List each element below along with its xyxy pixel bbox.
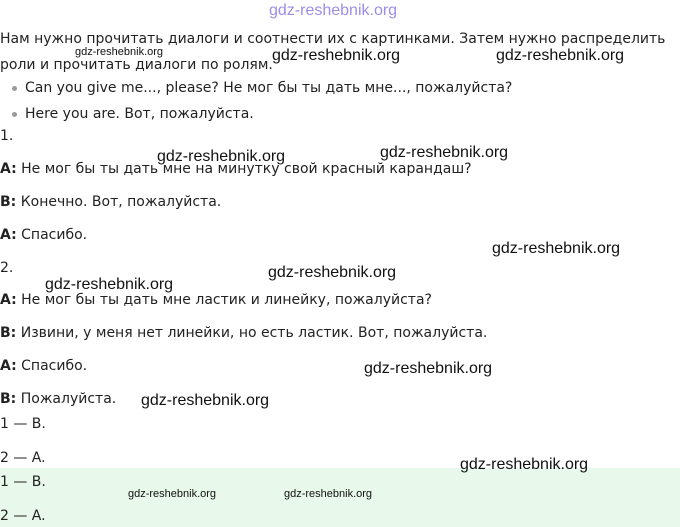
dialogue-2-line-3 [0, 357, 87, 375]
watermark: gdz-reshebnik.org [460, 456, 589, 473]
answer-match-1: 1 — B. [0, 474, 46, 490]
watermark: gdz-reshebnik.org [128, 488, 217, 500]
watermark: gdz-reshebnik.org [364, 360, 493, 377]
match-1: 1 — B. [0, 416, 46, 432]
watermark: gdz-reshebnik.org [45, 276, 174, 293]
watermark: gdz-reshebnik.org [284, 488, 373, 500]
speaker-label: A: [0, 227, 17, 243]
line-text: Спасибо. [16, 227, 88, 243]
line-text: Не мог бы ты дать мне ластик и линейку, пожалуйста? [16, 292, 432, 308]
dialogue-1-line-3 [0, 226, 87, 244]
speaker-label: A: [0, 358, 17, 374]
bullet-icon [12, 112, 17, 117]
phrase-item-1: Can you give me..., please? Не мог бы ты дать мне..., пожалуйста? [25, 80, 513, 96]
watermark: gdz-reshebnik.org [157, 148, 286, 165]
intro-line-1: Нам нужно прочитать диалоги и соотнести их с картинками. Затем нужно распределить [0, 31, 666, 47]
watermark: gdz-reshebnik.org [141, 392, 270, 409]
line-text: Пожалуйста. [16, 391, 117, 407]
watermark: gdz-reshebnik.org [492, 240, 621, 257]
answer-match-2: 2 — A. [0, 508, 46, 524]
line-text: Извини, у меня нет линейки, но есть ластик. Вот, пожалуйста. [16, 325, 488, 341]
dialogue-2-line-2 [0, 324, 487, 342]
dialogue-2-line-4 [0, 390, 116, 408]
line-text: Конечно. Вот, пожалуйста. [16, 194, 222, 210]
watermark: gdz-reshebnik.org [75, 46, 164, 58]
line-text: Не мог бы ты дать мне на минутку свой красный карандаш? [16, 161, 472, 177]
dialogue-1-number: 1. [0, 128, 14, 144]
speaker-label: B: [0, 194, 17, 210]
dialogue-1-line-2 [0, 193, 221, 211]
watermark: gdz-reshebnik.org [380, 144, 509, 161]
header-watermark: gdz-reshebnik.org [269, 2, 398, 19]
bullet-icon [12, 86, 17, 91]
speaker-label: A: [0, 161, 17, 177]
dialogue-2-number: 2. [0, 260, 14, 276]
watermark: gdz-reshebnik.org [496, 47, 625, 64]
speaker-label: B: [0, 325, 17, 341]
speaker-label: A: [0, 292, 17, 308]
intro-line-2: роли и прочитать диалоги по ролям. [0, 57, 273, 73]
line-text: Спасибо. [16, 358, 88, 374]
match-2: 2 — A. [0, 450, 46, 466]
speaker-label: B: [0, 391, 17, 407]
watermark: gdz-reshebnik.org [268, 264, 397, 281]
phrase-item-2: Here you are. Вот, пожалуйста. [25, 106, 254, 122]
watermark: gdz-reshebnik.org [272, 47, 401, 64]
